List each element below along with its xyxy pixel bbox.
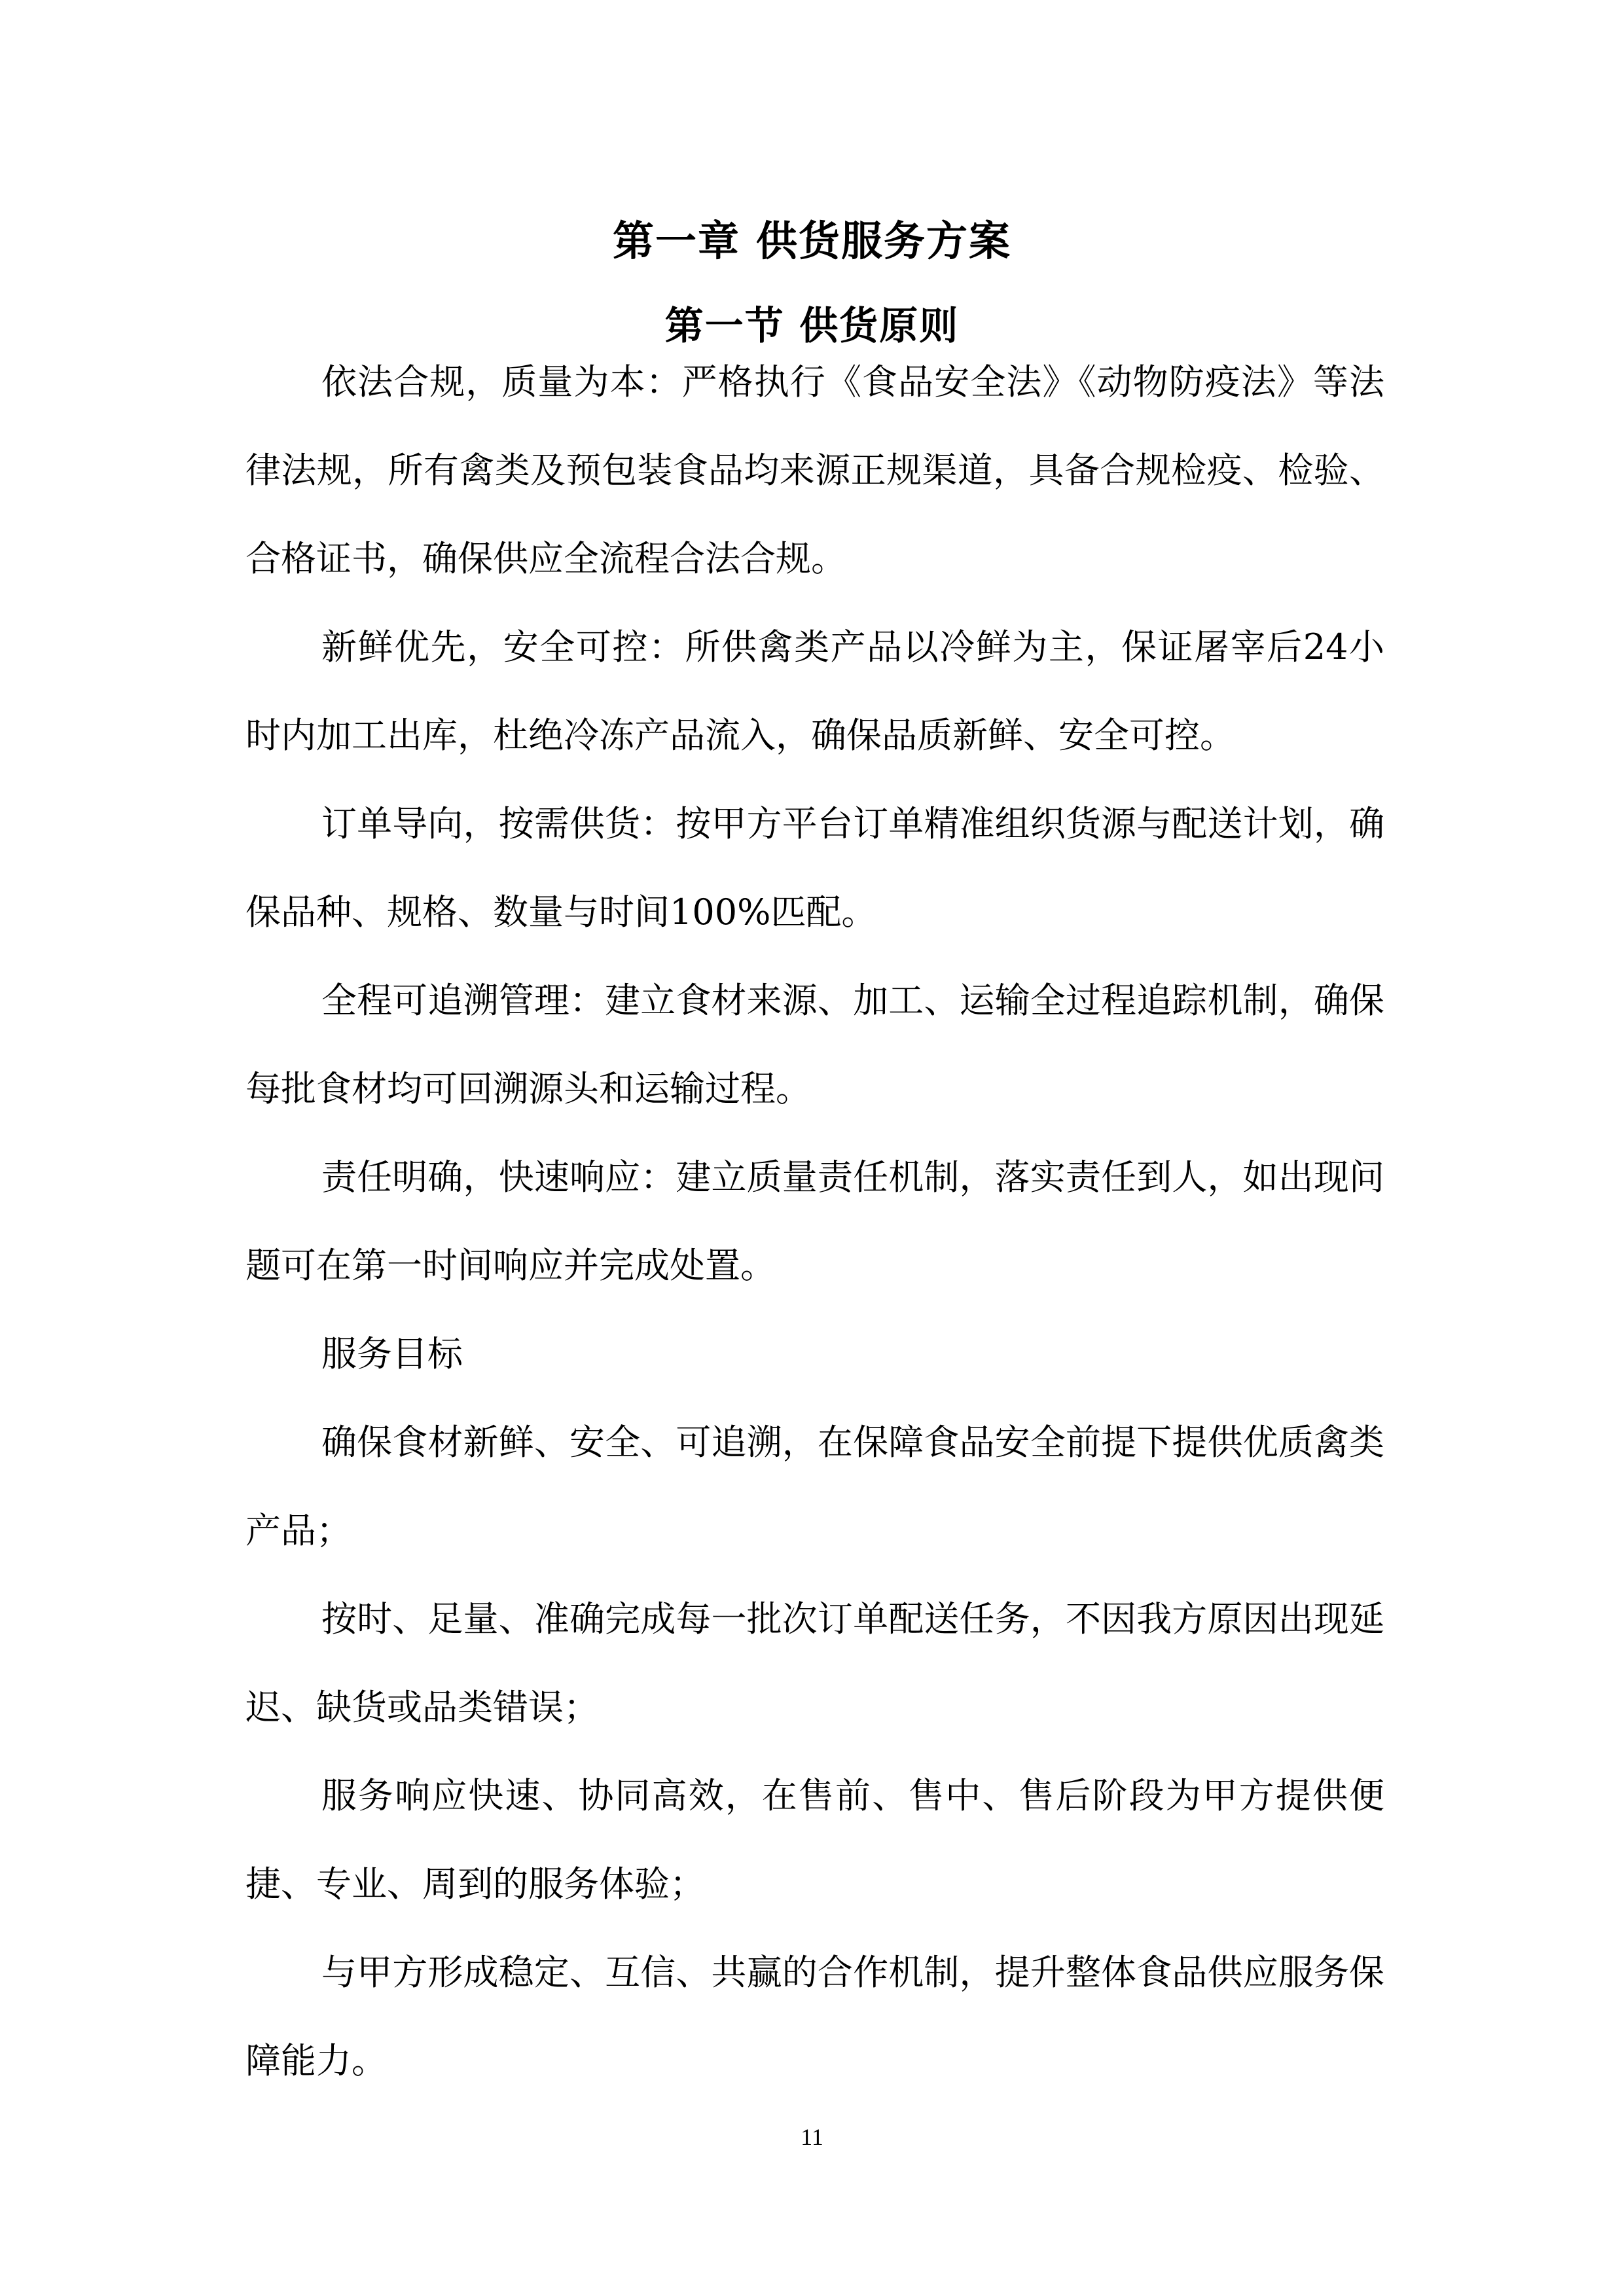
section-title: 第一节 供货原则	[664, 303, 960, 348]
document-body	[245, 338, 1384, 2105]
paragraph-goal-delivery: 按时、足量、准确完成每一批次订单配送任务，不因我方原因出现延迟、缺货或品类错误；	[245, 1598, 1384, 1728]
paragraph-order-oriented: 订单导向，按需供货：按甲方平台订单精准组织货源与配送计划，确保品种、规格、数量与时间100%匹配。	[245, 803, 1384, 933]
chapter-title: 第一章 供货服务方案	[613, 217, 1011, 265]
paragraph-freshness: 新鲜优先，安全可控：所供禽类产品以冷鲜为主，保证屠宰后24小时内加工出库，杜绝冷冻产品流入，确保品质新鲜、安全可控。	[245, 626, 1384, 756]
paragraph-goal-cooperation: 与甲方形成稳定、互信、共赢的合作机制，提升整体食品供应服务保障能力。	[245, 1952, 1384, 2081]
paragraph-traceability: 全程可追溯管理：建立食材来源、加工、运输全过程追踪机制，确保每批食材均可回溯源头和运输过程。	[245, 980, 1384, 1109]
paragraph-goal-quality: 确保食材新鲜、安全、可追溯，在保障食品安全前提下提供优质禽类产品；	[245, 1422, 1384, 1551]
paragraph-legal-compliance: 依法合规，质量为本：严格执行《食品安全法》《动物防疫法》等法律法规，所有禽类及预包装食品均来源正规渠道，具备合规检疫、检验、合格证书，确保供应全流程合法合规。	[245, 361, 1384, 579]
paragraph-service-goals-heading: 服务目标	[321, 1333, 463, 1374]
paragraph-responsibility: 责任明确，快速响应：建立质量责任机制，落实责任到人，如出现问题可在第一时间响应并完成处置。	[245, 1157, 1384, 1286]
paragraph-goal-service: 服务响应快速、协同高效，在售前、售中、售后阶段为甲方提供便捷、专业、周到的服务体验；	[245, 1775, 1384, 1905]
page-number: 11	[801, 2124, 823, 2150]
